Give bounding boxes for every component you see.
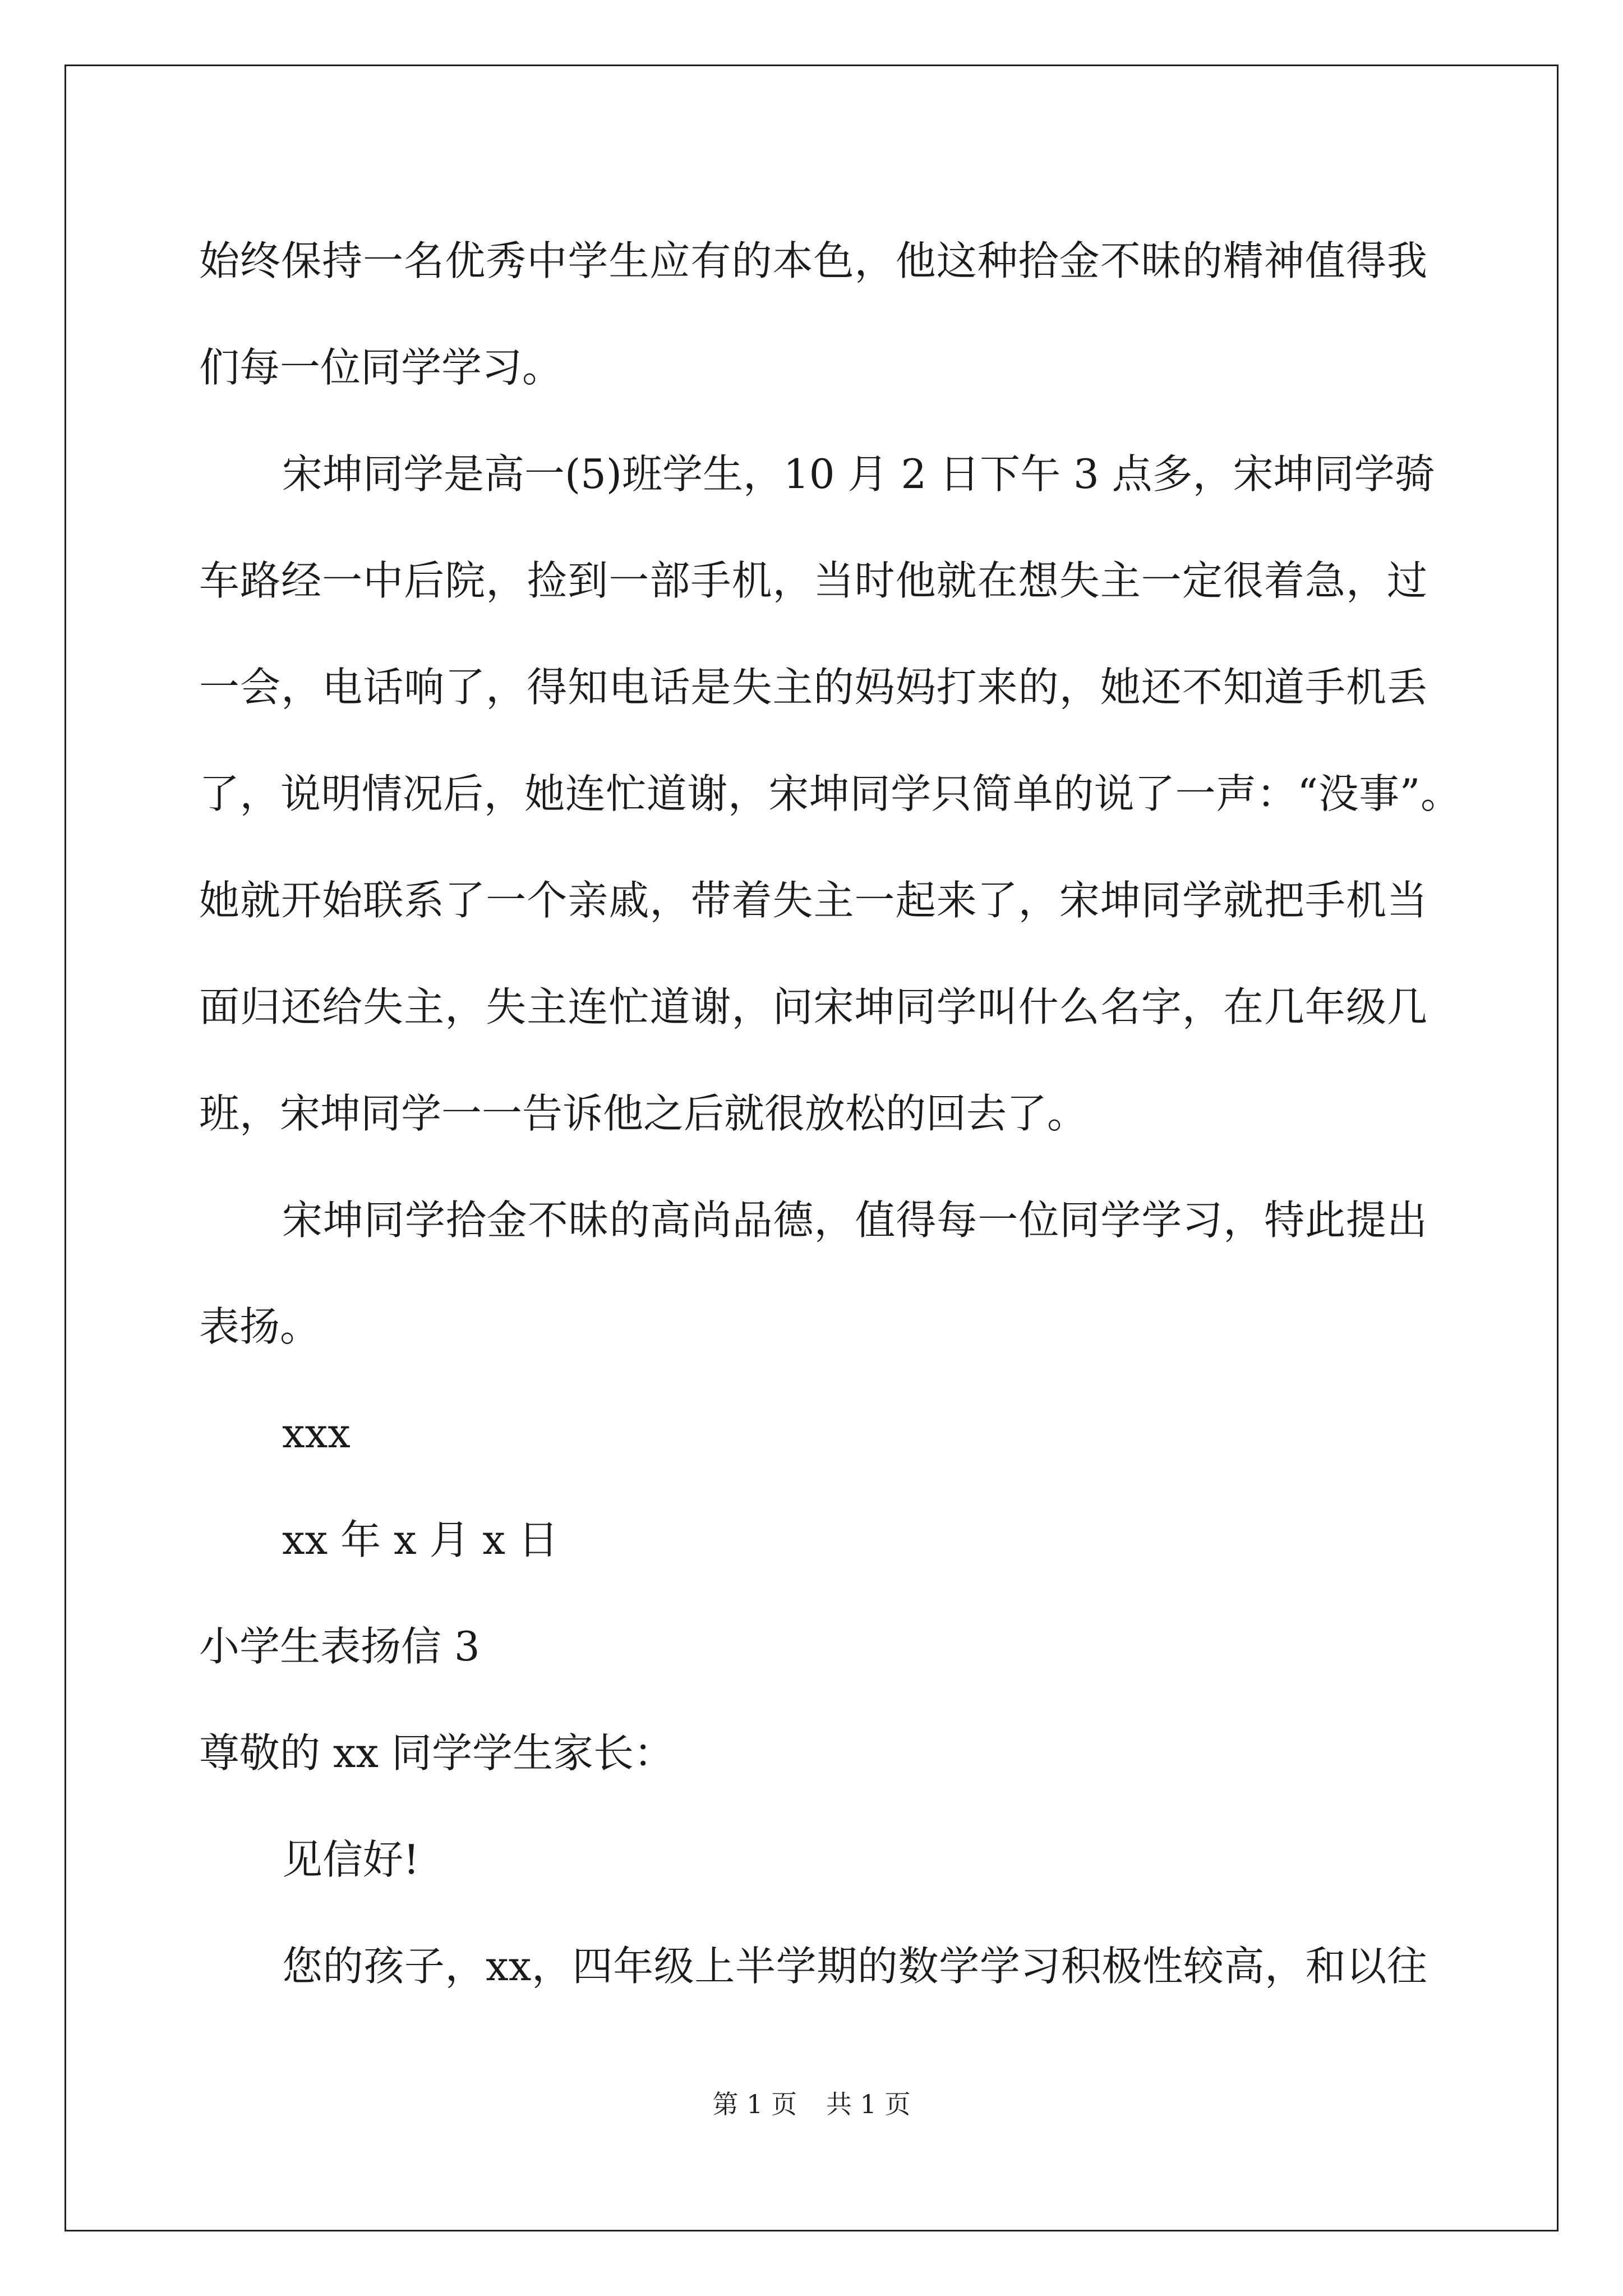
text-line-5: 一会，电话响了，得知电话是失主的妈妈打来的，她还不知道手机丢 (199, 664, 1427, 711)
page-footer (0, 2084, 1623, 2121)
salutation: 尊敬的 xx 同学学生家长： (199, 1729, 674, 1777)
greeting: 见信好! (282, 1836, 419, 1883)
document-body (199, 208, 1461, 2019)
text-line-17: 您的孩子，xx，四年级上半学期的数学学习积极性较高，和以往 (282, 1943, 1427, 1990)
text-line-1: 始终保持一名优秀中学生应有的本色，他这种拾金不昧的精神值得我 (199, 237, 1427, 284)
text-line-11: 表扬。 (199, 1303, 321, 1350)
text-line-6: 了，说明情况后，她连忙道谢，宋坤同学只简单的说了一声：“没事”。 (199, 770, 1461, 817)
text-line-8: 面归还给失主，失主连忙道谢，问宋坤同学叫什么名字，在几年级几 (199, 983, 1427, 1030)
signature-name: xxx (282, 1410, 351, 1457)
page-total: 共 1 页 (826, 2089, 911, 2119)
letter-title: 小学生表扬信 3 (199, 1623, 480, 1670)
text-line-9: 班，宋坤同学一一告诉他之后就很放松的回去了。 (199, 1090, 1088, 1137)
text-line-2: 们每一位同学学习。 (199, 344, 563, 391)
signature-date: xx 年 x 月 x 日 (282, 1516, 559, 1563)
page-number: 第 1 页 (712, 2089, 797, 2119)
text-line-7: 她就开始联系了一个亲戚，带着失主一起来了，宋坤同学就把手机当 (199, 877, 1427, 924)
text-line-3: 宋坤同学是高一(5)班学生，10 月 2 日下午 3 点多，宋坤同学骑 (282, 450, 1435, 498)
text-line-10: 宋坤同学拾金不昧的高尚品德，值得每一位同学学习，特此提出 (282, 1197, 1427, 1244)
text-line-4: 车路经一中后院，捡到一部手机，当时他就在想失主一定很着急，过 (199, 557, 1427, 604)
